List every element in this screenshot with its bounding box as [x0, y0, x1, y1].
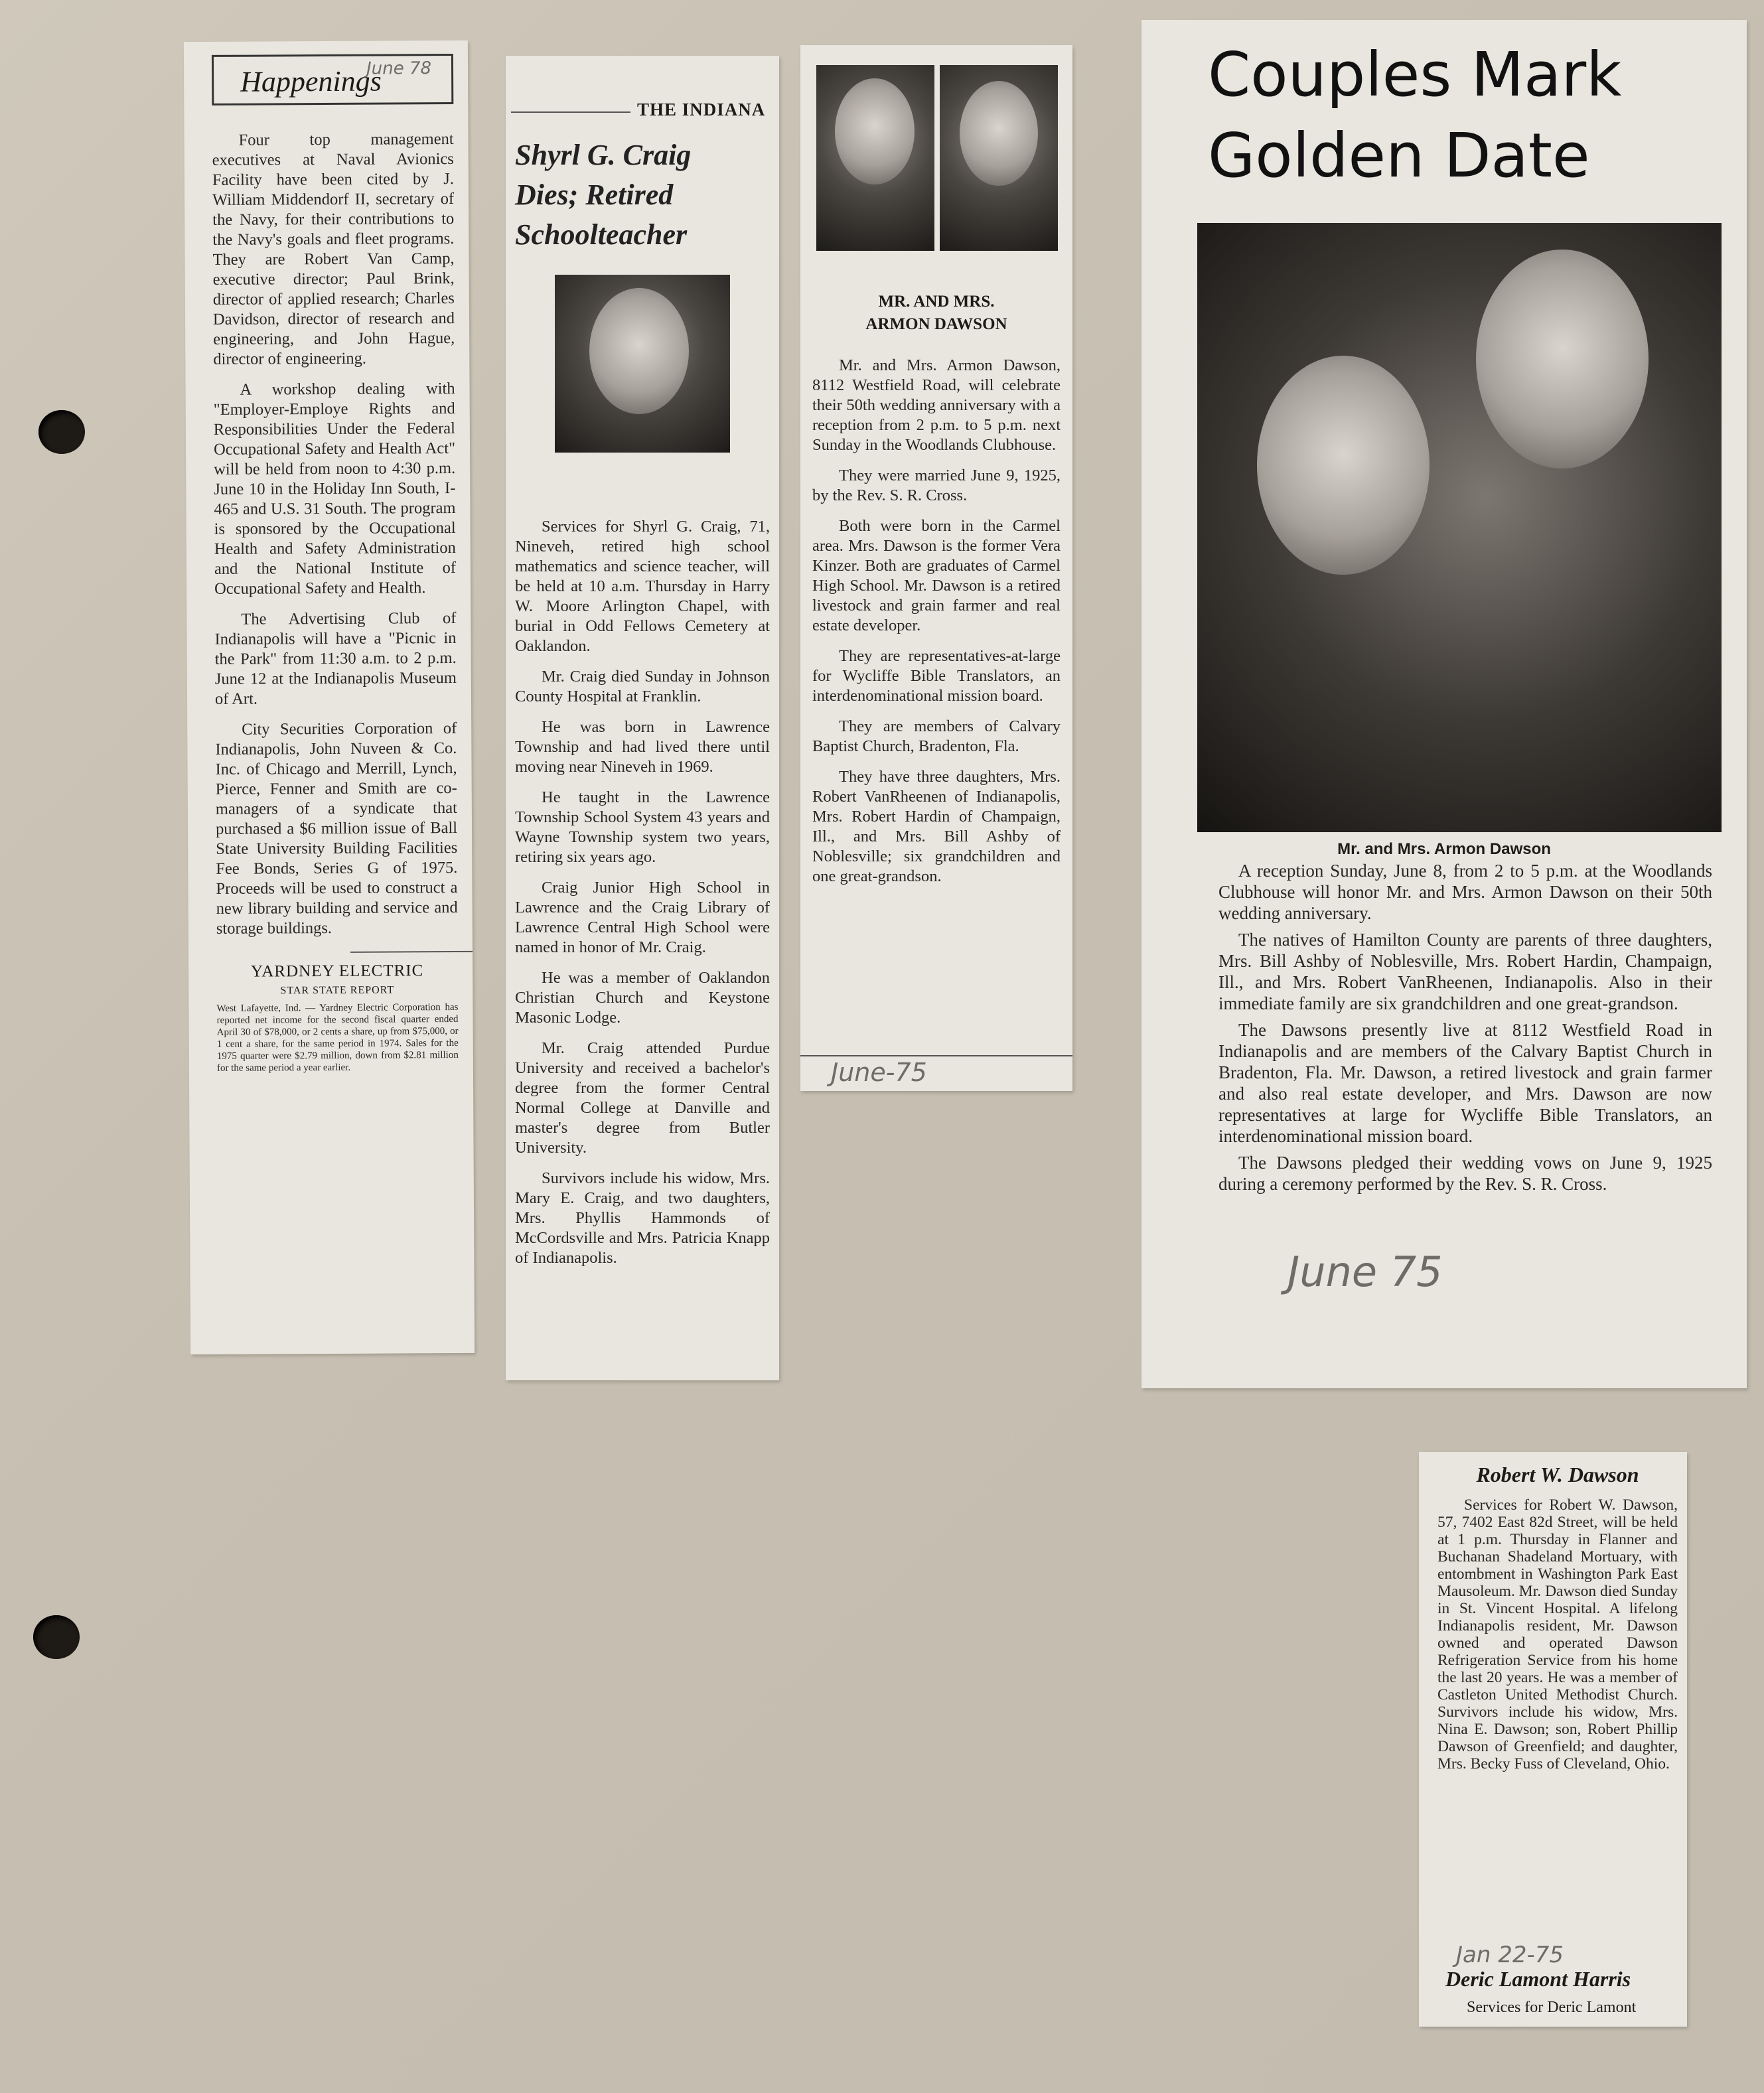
yardney-heading: YARDNEY ELECTRIC — [250, 962, 424, 981]
couples-clipping — [1141, 20, 1747, 1388]
happenings-paragraph: Four top management executives at Naval Avionics Facility have been cited by J. William Middendorf II, secretary of the Navy, for their contributions to the Navy's goals and fleet programs. They are Robert Van Camp, executive director; Paul Brink, director of applied research; Charles Davidson, director of research and engineering, and John Hague, director of engineering. — [212, 130, 455, 368]
mrs-dawson-face — [960, 81, 1038, 186]
craig-paragraph: Mr. Craig attended Purdue University and received a bachelor's degree from the former Central Normal College at Danville and master's degree from Butler University. — [515, 1039, 770, 1157]
couples-headline: Couples Mark Golden Date — [1208, 39, 1622, 191]
happenings-title: Happenings — [240, 64, 382, 98]
deric-harris-heading: Deric Lamont Harris — [1445, 1967, 1631, 1991]
dawson-small-paragraph: They are members of Calvary Baptist Church, Bradenton, Fla. — [812, 717, 1061, 755]
craig-paragraph: Services for Shyrl G. Craig, 71, Nineveh, retired high school mathematics and science teacher, will be held at 10 a.m. Thursday in Harry W. Moore Arlington Chapel, with burial in Odd Fellows Cemetery at Oaklandon. — [515, 518, 770, 655]
dawson-small-paragraph: They are representatives-at-large for Wycliffe Bible Translators, an interdenominational mission board. — [812, 647, 1061, 705]
yardney-text: West Lafayette, Ind. — Yardney Electric Corporation has reported net income for the second fiscal quarter ended April 30 of $78,000, or 2 cents a share, up from $75,000, or 1 cent a share, for the same period in 1974. Sales for the 1975 quarter were $2.79 million, down from $2.81 million for the same period a year earlier. — [216, 1001, 459, 1074]
dawson-small-end-rule — [800, 1055, 1072, 1056]
deric-harris-text: Services for Deric Lamont — [1467, 1999, 1637, 2016]
couples-paragraph: A reception Sunday, June 8, from 2 to 5 p.m. at the Woodlands Clubhouse will honor Mr. and Mrs. Armon Dawson on their 50th wedding anniversary. — [1218, 861, 1712, 923]
couples-body — [1218, 860, 1712, 1200]
craig-paragraph: Survivors include his widow, Mrs. Mary E. Craig, and two daughters, Mrs. Phyllis Hammonds of McCordsville and Mrs. Patricia Knapp of Indianapolis. — [515, 1169, 770, 1267]
yardney-source: STAR STATE REPORT — [280, 984, 395, 997]
couples-paragraph: The Dawsons presently live at 8112 Westfield Road in Indianapolis and are members of the Calvary Baptist Church in Bradenton, Fla. Mr. Dawson, a retired livestock and grain farmer and also real estate developer, and Mrs. Dawson are now representatives at large for Wycliffe Bible Translators, an interdenominational mission board. — [1218, 1020, 1712, 1146]
couples-caption: Mr. and Mrs. Armon Dawson — [1337, 840, 1551, 858]
mr-dawson-face — [1476, 250, 1649, 469]
happenings-paragraph: City Securities Corporation of Indianapolis, John Nuveen & Co. Inc. of Chicago and Merrill, Lynch, Pierce, Fenner and Smith are co-managers of a syndicate that purchased a $6 million issue of Ball State University Building Facilities Fee Bonds, Series G of 1975. Proceeds will be used to construct a new library building and service and storage buildings. — [215, 719, 458, 938]
mrs-dawson-face — [1257, 356, 1430, 575]
happenings-paragraph: A workshop dealing with "Employer-Employe Rights and Responsibilities Under the Federal Occupational Safety and Health Act" will be held from noon to 4:30 p.m. June 10 in the Holiday Inn South, I-465 and U.S. 31 South. The program is sponsored by the Occupational Health and Safety Administration and the National Institute of Occupational Safety and Health. — [213, 380, 457, 598]
dawson-small-caption: MR. AND MRS. ARMON DAWSON — [865, 293, 1007, 333]
mrs-dawson-portrait — [940, 65, 1058, 251]
mr-dawson-portrait — [816, 65, 934, 251]
craig-paragraph: He taught in the Lawrence Township School System 43 years and Wayne Township system two years, retiring six years ago. — [515, 788, 770, 866]
craig-face — [589, 288, 689, 414]
binder-hole-top — [38, 410, 85, 454]
craig-paragraph: Craig Junior High School in Lawrence and the Craig Library of Lawrence Central High School were named in honor of Mr. Craig. — [515, 879, 770, 956]
happenings-divider — [350, 951, 475, 953]
happenings-title-box — [212, 54, 453, 106]
couples-paragraph: The Dawsons pledged their wedding vows on June 9, 1925 during a ceremony performed by the Rev. S. R. Cross. — [1218, 1153, 1712, 1194]
craig-paragraph: He was a member of Oaklandon Christian Church and Keystone Masonic Lodge. — [515, 969, 770, 1027]
couples-photo — [1197, 223, 1722, 832]
craig-masthead: THE INDIANA — [637, 100, 766, 119]
craig-paragraph: He was born in Lawrence Township and had lived there until moving near Nineveh in 1969. — [515, 718, 770, 776]
dawson-small-paragraph: They were married June 9, 1925, by the Rev. S. R. Cross. — [812, 467, 1061, 504]
craig-masthead-rule — [511, 111, 630, 113]
robert-dawson-handwritten-date: Jan 22-75 — [1456, 1942, 1564, 1968]
happenings-handwritten-date: June 78 — [366, 58, 432, 79]
craig-headline: Shyrl G. Craig Dies; Retired Schoolteacher — [515, 139, 692, 251]
dawson-small-paragraph: Both were born in the Carmel area. Mrs. Dawson is the former Vera Kinzer. Both are graduates of Carmel High School. Mr. Dawson is a retired livestock and grain farmer and real estate developer. — [812, 517, 1061, 634]
robert-dawson-text: Services for Robert W. Dawson, 57, 7402 East 82d Street, will be held at 1 p.m. Thursday in Flanner and Buchanan Shadeland Mortuary, with entombment in Washington Park East Mausoleum. Mr. Dawson died Sunday in St. Vincent Hospital. A lifelong Indianapolis resident, Mr. Dawson owned and operated Dawson Refrigeration Service from his home the last 20 years. He was a member of Castleton United Methodist Church. Survivors include his widow, Mrs. Nina E. Dawson; son, Robert Phillip Dawson of Greenfield; and daughter, Mrs. Becky Fuss of Cleveland, Ohio. — [1437, 1496, 1678, 1772]
dawson-small-paragraph: They have three daughters, Mrs. Robert VanRheenen of Indianapolis, Mrs. Robert Hardin of Champaign, Ill., and Mrs. Bill Ashby of Noblesville; six grandchildren and one great-grandson. — [812, 768, 1061, 885]
happenings-paragraph: The Advertising Club of Indianapolis will have a "Picnic in the Park" from 11:30 a.m. to 2 p.m. June 12 at the Indianapolis Museum of Art. — [214, 609, 457, 708]
couples-paragraph: The natives of Hamilton County are parents of three daughters, Mrs. Bill Ashby of Noblesville, Mrs. Robert Hardin, Champaign, Ill., and Mrs. Robert VanRheenen, Indianapolis. Also in their immediate family are six grandchildren and one great-grandson. — [1218, 930, 1712, 1013]
robert-dawson-heading: Robert W. Dawson — [1476, 1463, 1639, 1486]
craig-portrait — [555, 275, 730, 453]
mr-dawson-face — [835, 78, 915, 184]
robert-dawson-clipping — [1419, 1452, 1687, 2027]
binder-hole-bottom — [33, 1615, 80, 1659]
craig-clipping — [506, 56, 779, 1380]
craig-paragraph: Mr. Craig died Sunday in Johnson County Hospital at Franklin. — [515, 668, 770, 705]
dawson-small-handwritten-date: June-75 — [831, 1058, 927, 1087]
happenings-clipping — [184, 40, 475, 1354]
dawson-small-paragraph: Mr. and Mrs. Armon Dawson, 8112 Westfield Road, will celebrate their 50th wedding anniversary with a reception from 2 p.m. to 5 p.m. next Sunday in the Woodlands Clubhouse. — [812, 356, 1061, 454]
dawson-small-clipping — [800, 45, 1072, 1091]
couples-handwritten-date: June 75 — [1287, 1248, 1443, 1296]
